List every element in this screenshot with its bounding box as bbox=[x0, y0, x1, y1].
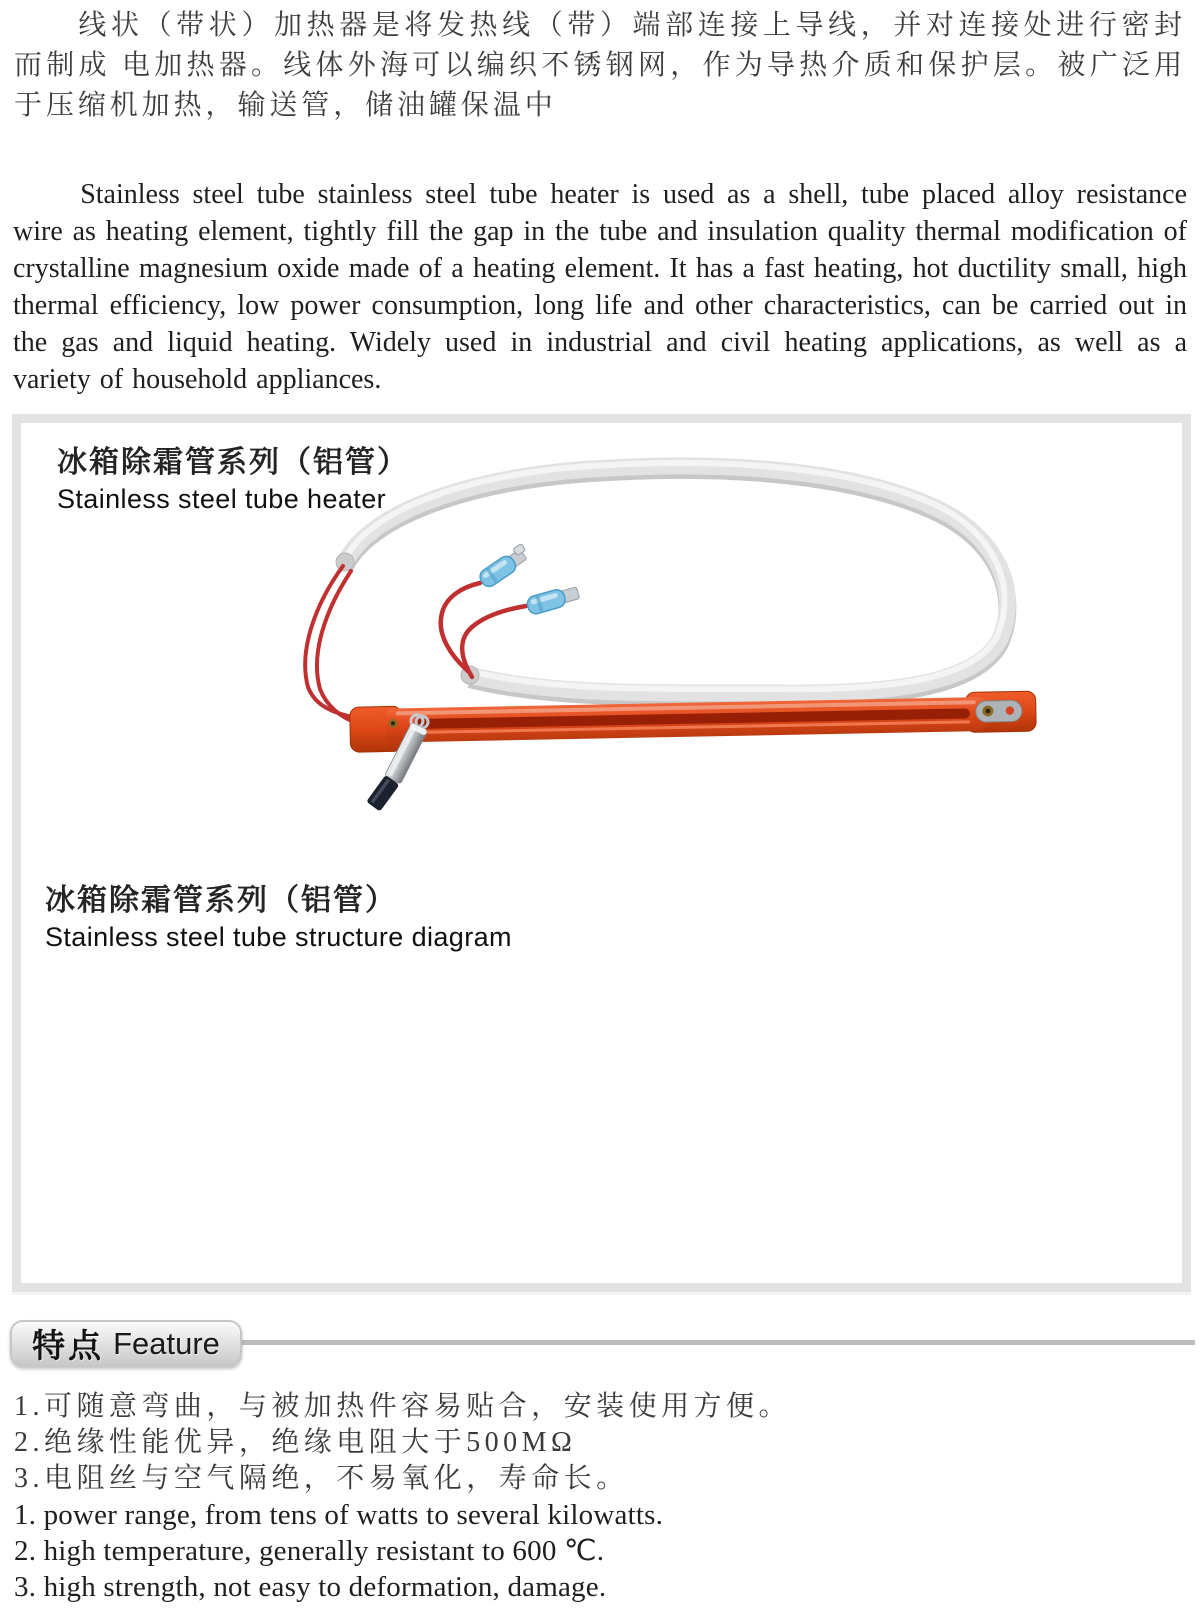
heater-product-photo-illustration bbox=[276, 435, 1041, 820]
product-box bbox=[12, 414, 1191, 1292]
feature-item-en-2: 2. high temperature, generally resistant to 600 ℃. bbox=[14, 1535, 605, 1567]
feature-item-cn-3: 3.电阻丝与空气隔绝，不易氧化，寿命长。 bbox=[14, 1463, 629, 1494]
feature-item-en-1: 1. power range, from tens of watts to several kilowatts. bbox=[14, 1499, 664, 1531]
red-terminal-wires bbox=[441, 583, 526, 677]
diagram-caption-title-cn: 冰箱除霜管系列（铝管） bbox=[45, 884, 397, 917]
feature-list-en bbox=[14, 1497, 1174, 1605]
intro-paragraph-en: Stainless steel tube stainless steel tube heater is used as a shell, tube placed alloy resistance wire as heating element, tightly fill the gap in the tube and insulation quality thermal modification of crystalline magnesium oxide made of a heating element. It has a fast heating, hot ductility small, high thermal efficiency, low power consumption, long life and other characteristics, can be carried out in the gas and liquid heating. Widely used in industrial and civil heating applications, as well as a variety of household appliances. bbox=[13, 179, 1187, 395]
feature-item-cn-1: 1.可随意弯曲，与被加热件容易贴合，安装使用方便。 bbox=[14, 1391, 792, 1422]
photo-caption-subtitle-en: Stainless steel tube heater bbox=[57, 484, 386, 514]
feature-item-cn-2: 2.绝缘性能优异，绝缘电阻大于500MΩ bbox=[14, 1427, 577, 1458]
feature-badge-label-en: Feature bbox=[113, 1325, 220, 1361]
feature-section-badge bbox=[10, 1320, 242, 1367]
photo-caption-title-cn: 冰箱除霜管系列（铝管） bbox=[57, 446, 409, 479]
feature-item-en-3: 3. high strength, not easy to deformation, damage. bbox=[14, 1571, 607, 1603]
white-tube-loop bbox=[336, 463, 1007, 697]
diagram-caption-subtitle-en: Stainless steel tube structure diagram bbox=[45, 922, 512, 952]
spade-connector-icon bbox=[476, 544, 531, 590]
feature-rule-line bbox=[238, 1340, 1195, 1345]
red-lead-wires bbox=[305, 566, 360, 724]
diagram-caption bbox=[45, 875, 512, 953]
feature-badge-label-cn: 特点 bbox=[32, 1327, 105, 1364]
spade-connector-icon bbox=[526, 584, 581, 616]
intro-paragraph-cn: 线状（带状）加热器是将发热线（带）端部连接上导线，并对连接处进行密封而制成 电加热器。线体外海可以编织不锈钢网，作为导热介质和保护层。被广泛用于压缩机加热，输送管，储油罐保温中 bbox=[14, 10, 1186, 121]
feature-list-cn bbox=[14, 1389, 1174, 1497]
end-terminal-tag bbox=[976, 700, 1022, 722]
